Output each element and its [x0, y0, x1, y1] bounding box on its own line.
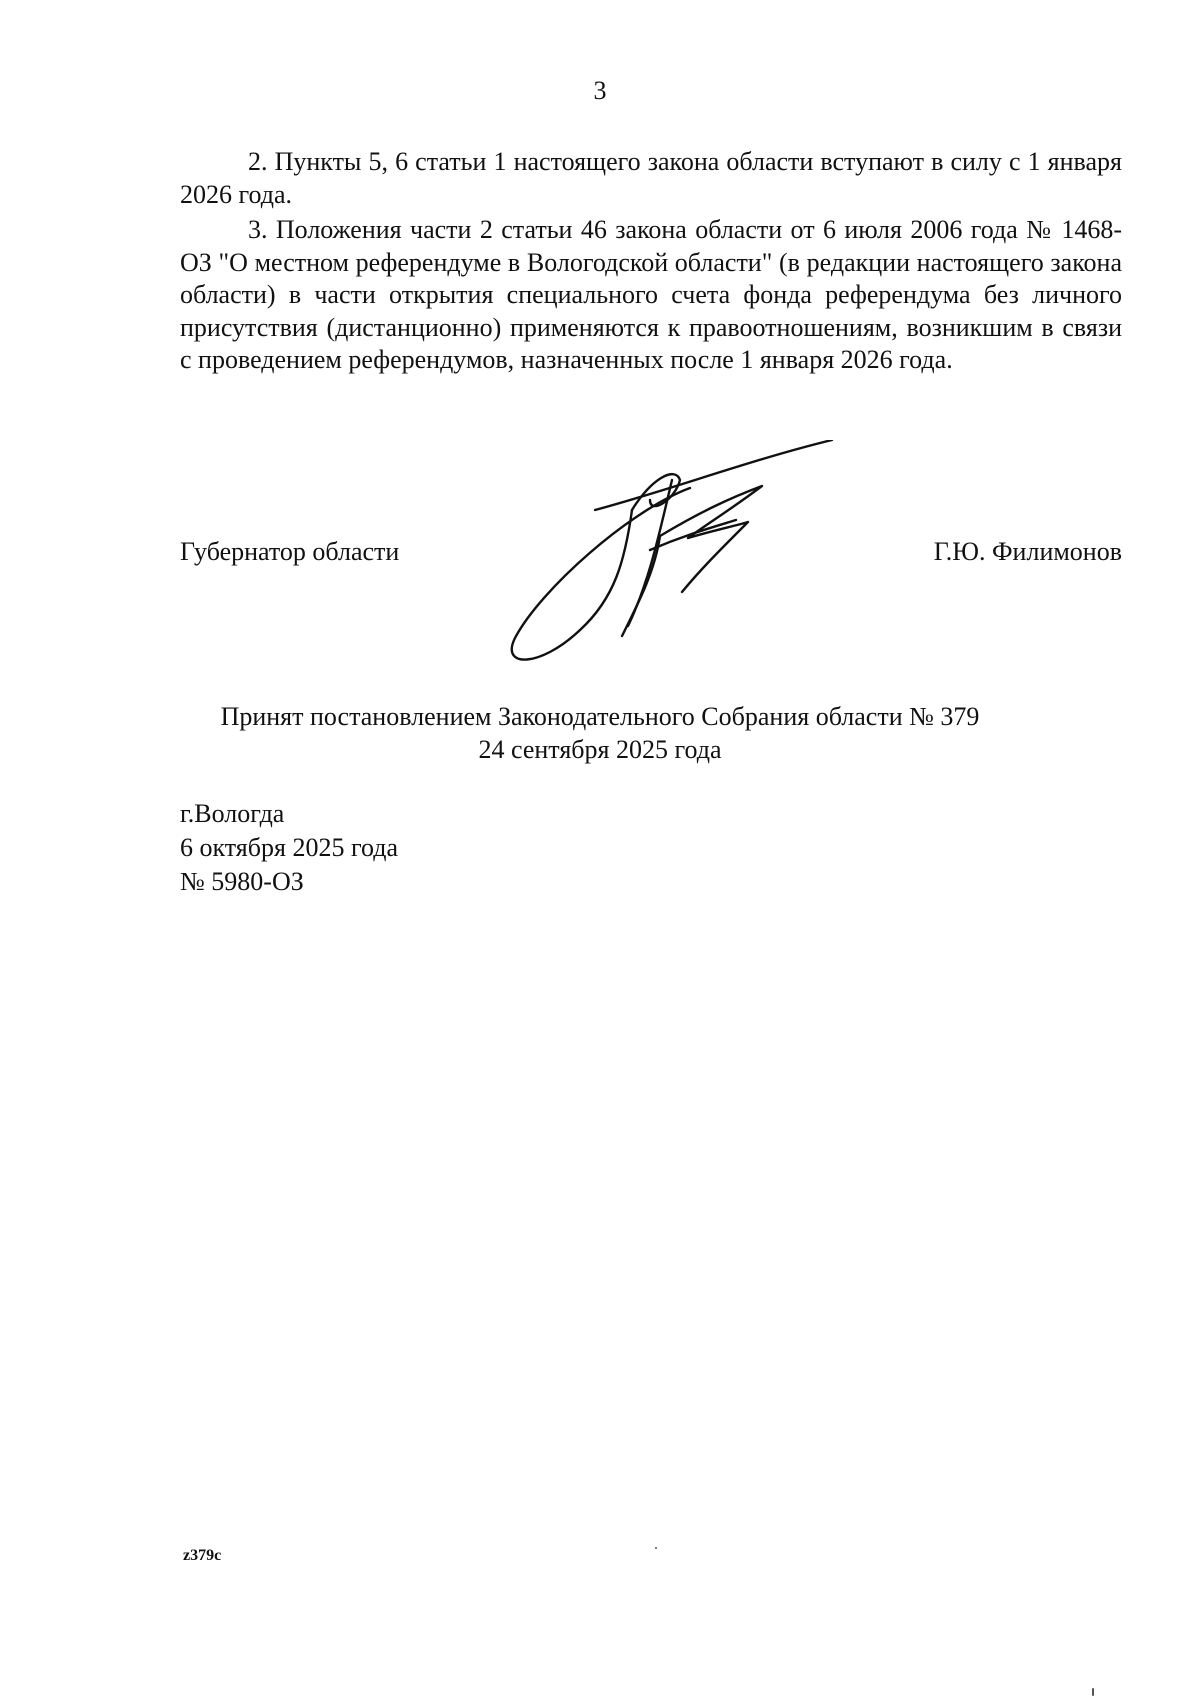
signer-position: Губернатор области [180, 537, 400, 566]
scan-speck [655, 1547, 657, 1549]
handwritten-signature [500, 440, 840, 670]
paragraph-2: 2. Пункты 5, 6 статьи 1 настоящего закона области вступают в силу с 1 января 2026 года. [180, 147, 1122, 209]
place-date-block [180, 797, 398, 899]
adoption-note [0, 700, 1200, 766]
law-text [180, 146, 1122, 380]
paragraph-3: 3. Положения части 2 статьи 46 закона области от 6 июля 2006 года № 1468-ОЗ "О местном референдуме в Вологодской области" (в редакции настоящего закона области) в части открытия специального счета фонда референдума без личного присутствия (дистанционно) применяются к правоотношениям, возникшим в связи с проведением референдумов, назначенных после 1 января 2026 года. [180, 215, 1122, 374]
page-number: 3 [593, 76, 607, 105]
scan-speck [1092, 1688, 1094, 1696]
city: г.Вологда [180, 799, 285, 828]
signer-name: Г.Ю. Филимонов [933, 537, 1122, 566]
law-date: 6 октября 2025 года [180, 833, 398, 862]
law-number: № 5980-ОЗ [180, 867, 304, 896]
document-code: z379c [183, 1547, 222, 1564]
adoption-line-1: Принят постановлением Законодательного Собрания области № 379 [220, 702, 980, 731]
adoption-line-2: 24 сентября 2025 года [478, 735, 722, 764]
